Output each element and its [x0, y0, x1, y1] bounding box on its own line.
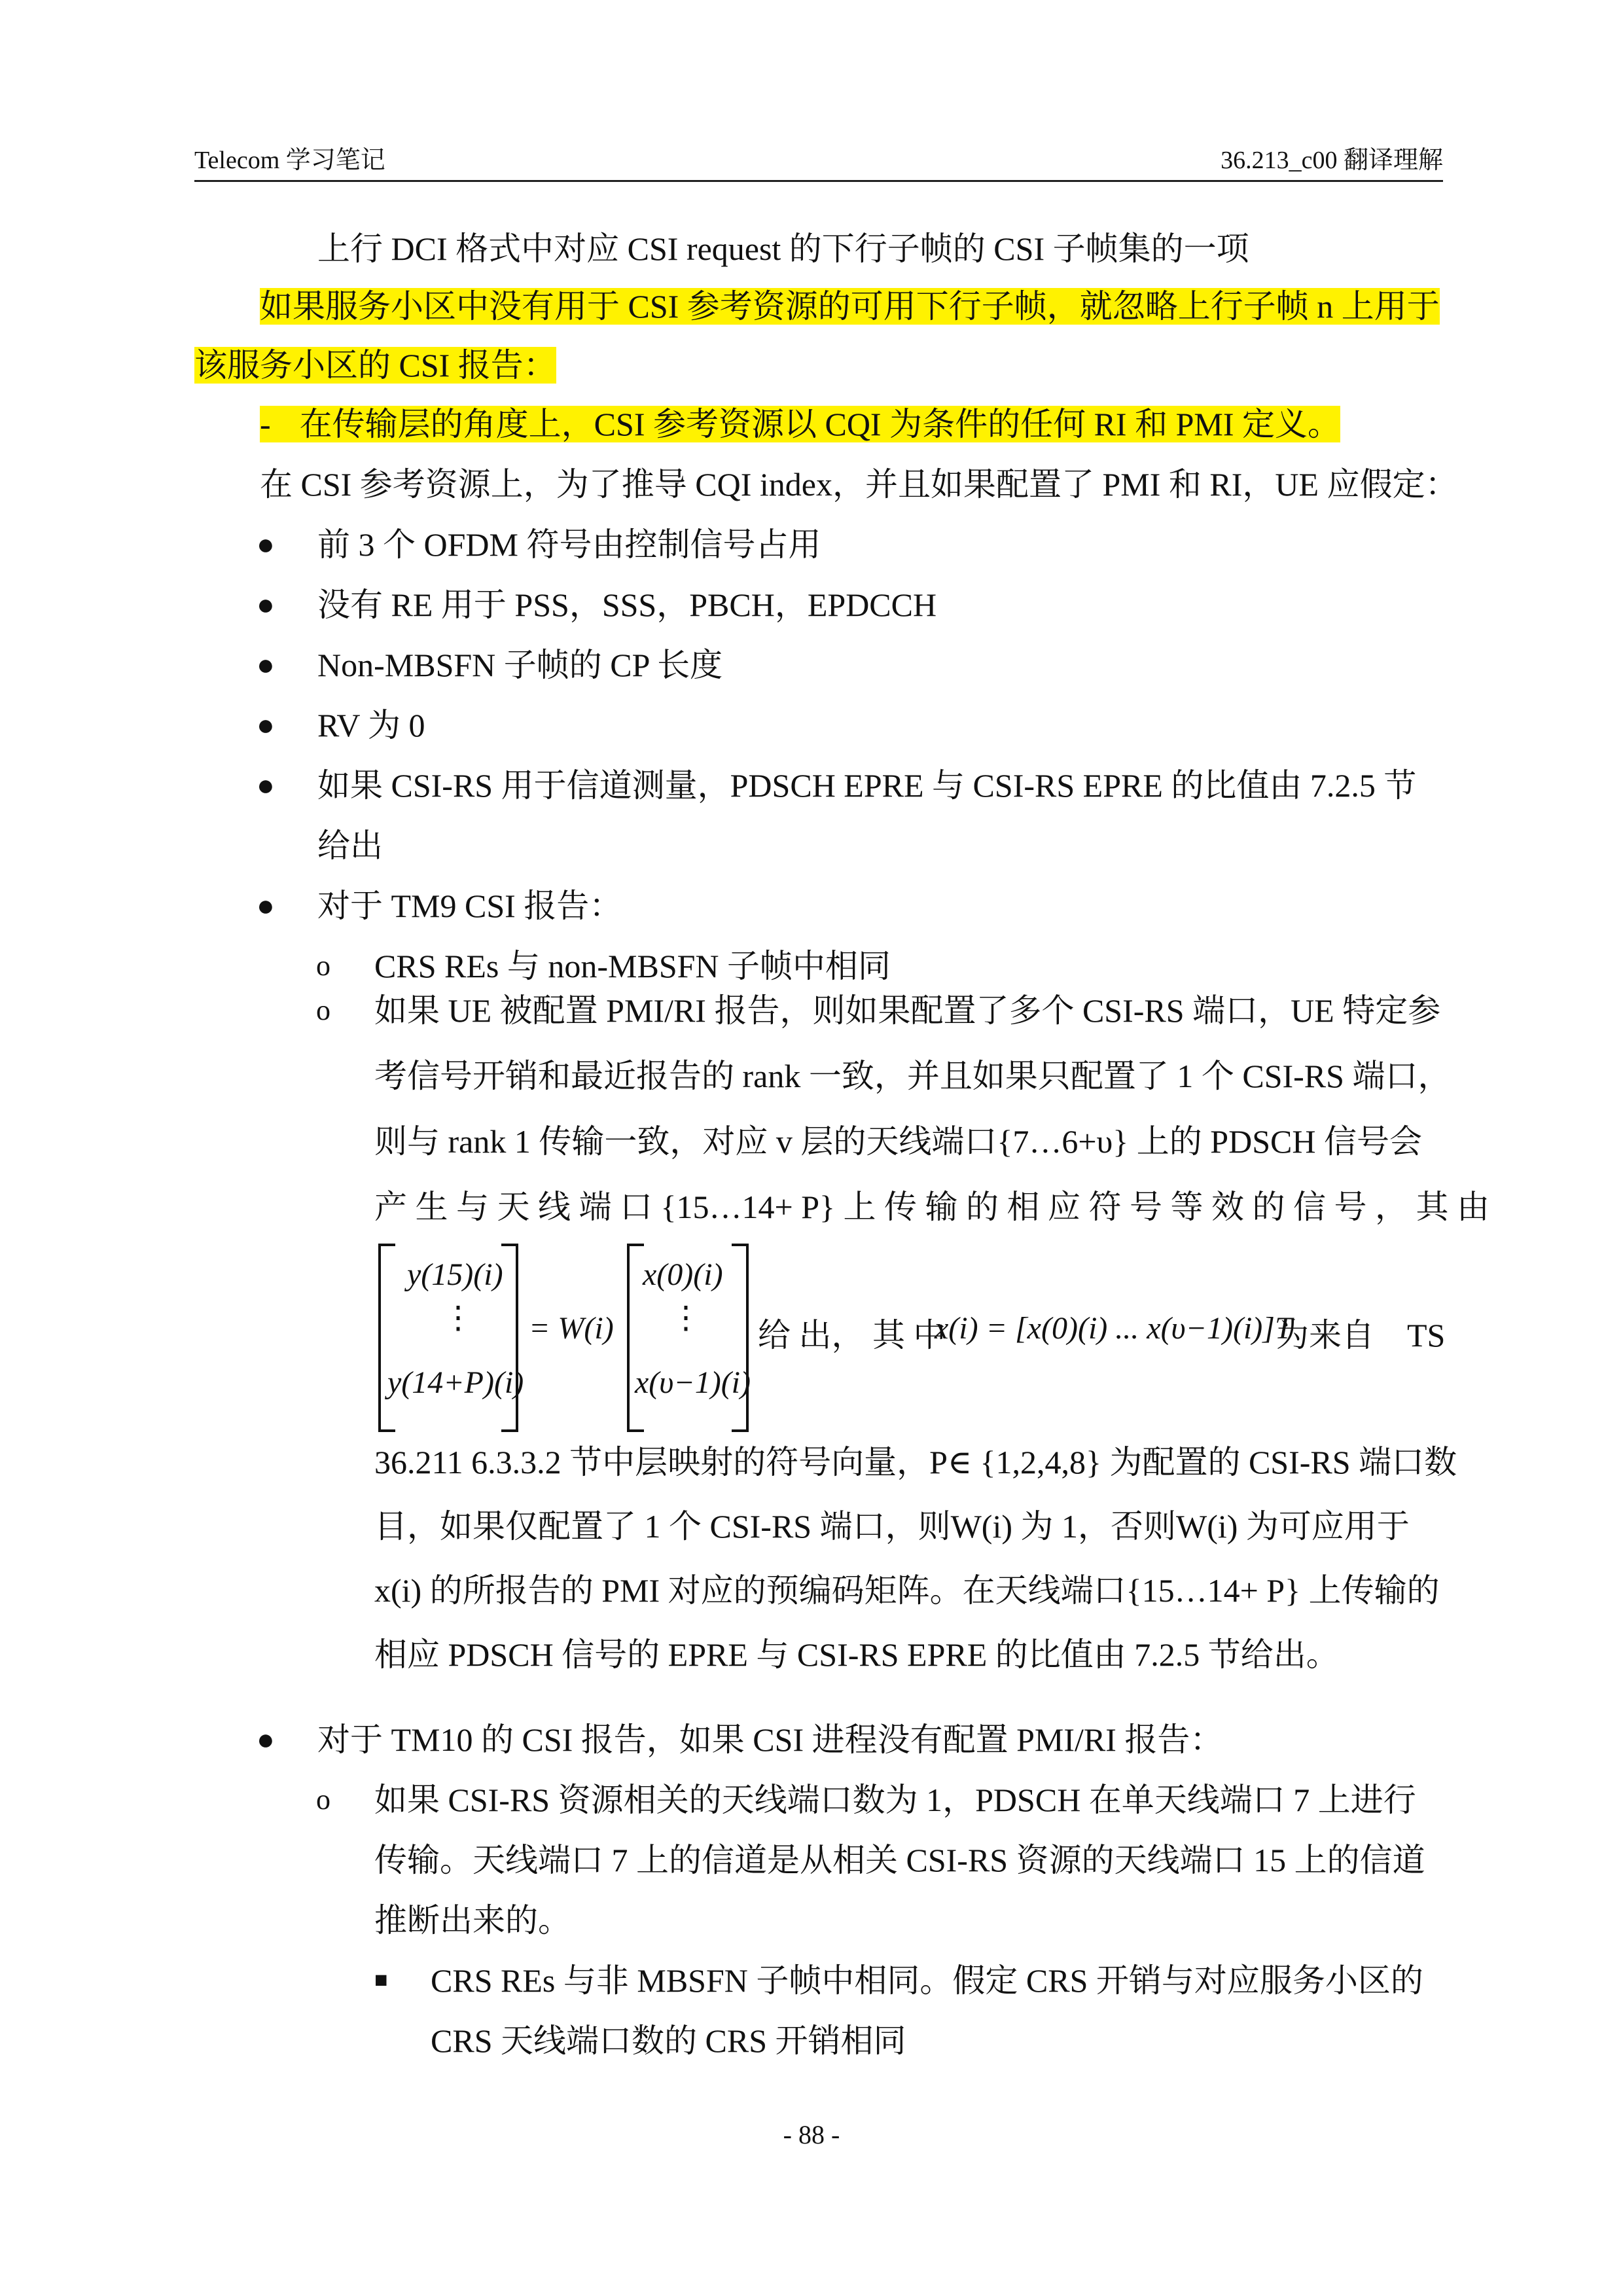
- sub-list-item-continued: 相应 PDSCH 信号的 EPRE 与 CSI-RS EPRE 的比值由 7.2.5 节给出。: [374, 1636, 1339, 1673]
- sub-list-item-continued: 推断出来的。: [374, 1902, 571, 1939]
- header-title-left: Telecom 学习笔记: [194, 147, 385, 174]
- text-line: 上行 DCI 格式中对应 CSI request 的下行子帧的 CSI 子帧集的一项: [317, 230, 1249, 267]
- bullet-icon: ●: [257, 528, 275, 561]
- bullet-icon: ●: [257, 588, 275, 621]
- sub-list-item-continued: 目，如果仅配置了 1 个 CSI-RS 端口，则W(i) 为 1，否则W(i) 为可应用于: [374, 1508, 1410, 1545]
- equation-given-text: 给 出， 其 中: [758, 1317, 946, 1354]
- x-definition: x(i) = [x(0)(i) ... x(υ−1)(i)]T: [935, 1311, 1293, 1346]
- circle-bullet-icon: o: [316, 1784, 330, 1816]
- square-bullet-icon: ■: [374, 1968, 388, 1992]
- vertical-dots: ⋮: [670, 1300, 702, 1335]
- header-title-right: 36.213_c00 翻译理解: [1221, 147, 1443, 174]
- highlighted-text: 该服务小区的 CSI 报告：: [194, 347, 556, 384]
- precoding-equation: [378, 1244, 1446, 1433]
- w-term: = W(i): [529, 1311, 614, 1346]
- list-item: RV 为 0: [317, 707, 425, 744]
- x-top-term: x(0)(i): [643, 1257, 723, 1292]
- sub-list-item-continued: 考信号开销和最近报告的 rank 一致，并且如果只配置了 1 个 CSI-RS 端口，: [374, 1058, 1451, 1094]
- list-item: 对于 TM10 的 CSI 报告，如果 CSI 进程没有配置 PMI/RI 报告：: [317, 1721, 1223, 1758]
- page-number: - 88 -: [783, 2120, 840, 2149]
- left-bracket: [378, 1244, 395, 1432]
- highlighted-text: 在传输层的角度上，CSI 参考资源以 CQI 为条件的任何 RI 和 PMI 定义。: [271, 406, 1340, 442]
- list-item: Non-MBSFN 子帧的 CP 长度: [317, 647, 723, 683]
- sub-sub-list-item: CRS REs 与非 MBSFN 子帧中相同。假定 CRS 开销与对应服务小区的: [431, 1962, 1423, 1999]
- sub-list-item-continued: 产 生 与 天 线 端 口 {15…14+ P} 上 传 输 的 相 应 符 号 等 效 的 信 号 ， 其 由: [374, 1189, 1490, 1225]
- bullet-icon: ●: [257, 648, 275, 681]
- list-item: 前 3 个 OFDM 符号由控制信号占用: [317, 526, 821, 563]
- sub-list-item: CRS REs 与 non-MBSFN 子帧中相同: [374, 948, 891, 984]
- sub-list-item: 如果 UE 被配置 PMI/RI 报告，则如果配置了多个 CSI-RS 端口，UE 特定参: [374, 992, 1441, 1029]
- bullet-icon: ●: [257, 768, 275, 802]
- list-item: 如果 CSI-RS 用于信道测量，PDSCH EPRE 与 CSI-RS EPRE 的比值由 7.2.5 节: [317, 767, 1417, 804]
- left-bracket: [627, 1244, 644, 1432]
- right-bracket: [732, 1244, 749, 1432]
- list-item: 没有 RE 用于 PSS，SSS，PBCH，EPDCCH: [317, 586, 937, 623]
- sub-list-item-continued: 则与 rank 1 传输一致，对应 v 层的天线端口{7…6+υ} 上的 PDSCH 信号会: [374, 1123, 1422, 1160]
- highlighted-dash: -: [260, 406, 271, 442]
- y-bottom-term: y(14+P)(i): [387, 1365, 524, 1400]
- sub-list-item: 如果 CSI-RS 资源相关的天线端口数为 1，PDSCH 在单天线端口 7 上进行: [374, 1782, 1416, 1818]
- sub-list-item-continued: 传输。天线端口 7 上的信道是从相关 CSI-RS 资源的天线端口 15 上的信道: [374, 1842, 1425, 1878]
- bullet-icon: ●: [257, 889, 275, 922]
- sub-sub-list-item-continued: CRS 天线端口数的 CRS 开销相同: [431, 2022, 906, 2059]
- sub-list-item-continued: x(i) 的所报告的 PMI 对应的预编码矩阵。在天线端口{15…14+ P} 上传输的: [374, 1572, 1440, 1609]
- x-bottom-term: x(υ−1)(i): [635, 1365, 751, 1400]
- page-header: [194, 134, 1443, 182]
- highlighted-text: 如果服务小区中没有用于 CSI 参考资源的可用下行子帧，就忽略上行子帧 n 上用于: [260, 288, 1440, 325]
- right-bracket: [501, 1244, 518, 1432]
- bullet-icon: ●: [257, 1723, 275, 1756]
- sub-list-item-continued: 36.211 6.3.3.2 节中层映射的符号向量，P∈ {1,2,4,8} 为配置的 CSI-RS 端口数: [374, 1444, 1457, 1480]
- circle-bullet-icon: o: [316, 994, 330, 1026]
- y-top-term: y(15)(i): [407, 1257, 503, 1292]
- list-item: 对于 TM9 CSI 报告：: [317, 888, 622, 924]
- circle-bullet-icon: o: [316, 950, 330, 982]
- equation-ts-text: 为来自 TS: [1276, 1317, 1446, 1354]
- list-item-continued: 给出: [317, 827, 383, 864]
- bullet-icon: ●: [257, 708, 275, 742]
- text-line: 在 CSI 参考资源上，为了推导 CQI index，并且如果配置了 PMI 和 RI，UE 应假定：: [260, 466, 1458, 503]
- vertical-dots: ⋮: [442, 1300, 474, 1335]
